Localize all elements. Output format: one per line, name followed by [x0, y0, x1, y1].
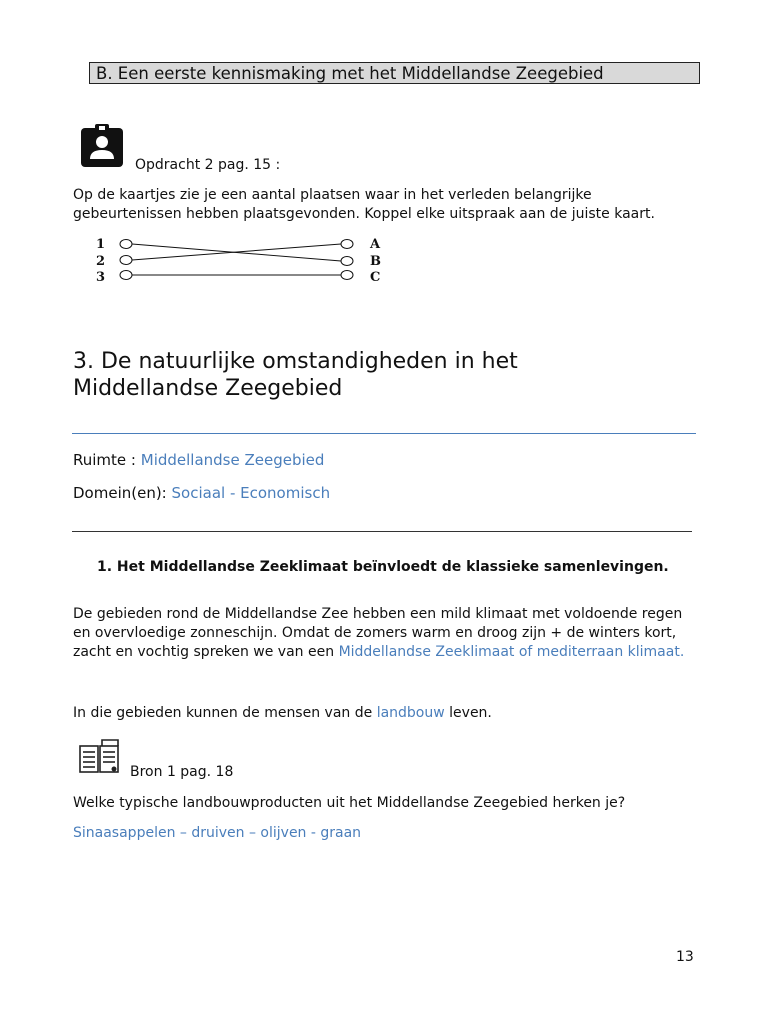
clipboard-user-icon: [79, 122, 125, 168]
instruction-line-2: gebeurtenissen hebben plaatsgevonden. Koppel elke uitspraak aan de juiste kaart.: [73, 206, 655, 222]
match-left-3: 3: [96, 270, 106, 285]
page-number: 13: [676, 949, 694, 965]
section-divider: [72, 531, 692, 532]
agriculture-term: landbouw: [376, 705, 445, 721]
match-left-1: 1: [96, 237, 106, 252]
match-right-b: B: [370, 254, 381, 269]
body-line-3-text: zacht en vochtig spreken we van een: [73, 644, 339, 660]
chapter-title-line-2: Middellandse Zeegebied: [73, 376, 343, 401]
ruimte-label: Ruimte :: [73, 451, 136, 469]
subsection-title: 1. Het Middellandse Zeeklimaat beïnvloedt de klassieke samenlevingen.: [97, 559, 669, 575]
question-text: Welke typische landbouwproducten uit het Middellandse Zeegebied herken je?: [73, 795, 626, 811]
assignment-label: Opdracht 2 pag. 15 :: [135, 157, 281, 173]
domein-row: [73, 484, 330, 503]
section-header-box: [89, 62, 700, 84]
section-header-label: B. Een eerste kennismaking met het Middellandse Zeegebied: [96, 64, 604, 83]
domein-label: Domein(en):: [73, 484, 167, 502]
matching-lines: [110, 234, 360, 286]
heading-divider: [72, 433, 696, 434]
body-line-2: en overvloedige zonneschijn. Omdat de zomers warm en droog zijn + de winters kort,: [73, 625, 677, 641]
answer-text: Sinaasappelen – druiven – olijven - graan: [73, 825, 362, 841]
match-right-a: A: [370, 237, 381, 252]
agriculture-prefix: In die gebieden kunnen de mensen van de: [73, 705, 377, 721]
match-left-2: 2: [96, 254, 106, 269]
source-label: Bron 1 pag. 18: [130, 764, 234, 780]
agriculture-suffix: leven.: [444, 705, 492, 721]
domein-value: Sociaal - Economisch: [171, 484, 331, 502]
open-book-icon: [78, 738, 122, 776]
agriculture-line: [73, 704, 492, 723]
body-line-3: [73, 643, 684, 662]
climate-term: Middellandse Zeeklimaat of mediterraan klimaat.: [338, 644, 685, 660]
body-line-1: De gebieden rond de Middellandse Zee hebben een mild klimaat met voldoende regen: [73, 606, 683, 622]
ruimte-row: [73, 451, 324, 470]
ruimte-value: Middellandse Zeegebied: [140, 451, 325, 469]
chapter-title-line-1: 3. De natuurlijke omstandigheden in het: [73, 349, 518, 374]
match-right-c: C: [370, 270, 381, 285]
instruction-line-1: Op de kaartjes zie je een aantal plaatsen waar in het verleden belangrijke: [73, 187, 592, 203]
